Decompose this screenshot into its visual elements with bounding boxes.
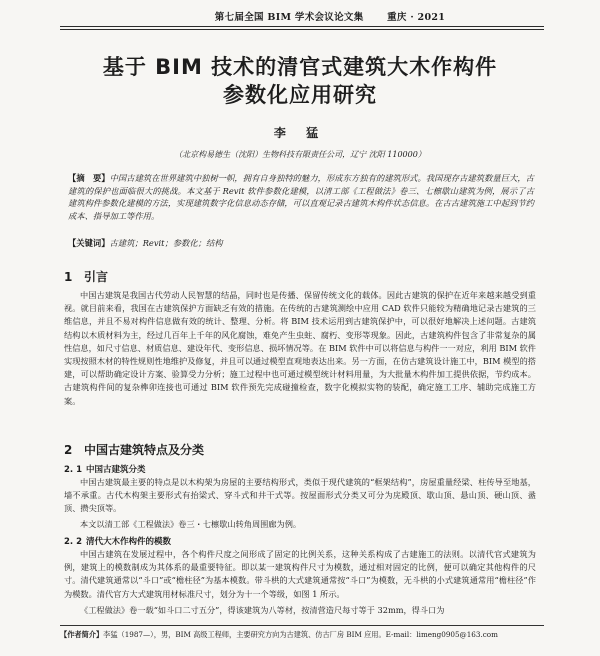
proceedings-title: 第七届全国 BIM 学术会议论文集 bbox=[214, 12, 364, 23]
author-affiliation: （北京构易德生（沈阳）生物科技有限责任公司，辽宁 沈阳 110000） bbox=[174, 150, 426, 159]
paper-title-line-2: 参数化应用研究 bbox=[223, 83, 377, 107]
header-rule-thin bbox=[60, 29, 544, 30]
section-number: 1 bbox=[64, 270, 73, 284]
location-year: 重庆 · 2021 bbox=[387, 12, 446, 23]
section-heading-1 bbox=[64, 268, 108, 285]
subsection-heading-2-1 bbox=[64, 463, 146, 475]
subsection-heading-2-2 bbox=[64, 535, 171, 547]
section-2-1-example: 本文以清工部《工程做法》卷三・七檩歇山转角周围廊为例。 bbox=[80, 519, 302, 529]
running-header bbox=[150, 9, 510, 23]
keywords bbox=[68, 237, 534, 249]
footnote-rule bbox=[60, 625, 544, 626]
section-2-2-paragraph: 中国古建筑在发展过程中，各个构件尺度之间形成了固定的比例关系，这种关系构成了古建施工的法则。以清代官式建筑为例，建筑上的模数制成为其体系的最重要特征。即以某一建筑构件尺寸为模数，通过相对固定的比例，便可以确定其他构件的尺寸。清代建筑通常以“斗口”或“檐柱径”为基本模数。带斗栱的大式建筑通常按“斗口”为模数，无斗栱的小式建筑通常用“檐柱径”作为模数。清代官方大式建筑用材标准尺寸，划分为十一个等级，如图 1 所示。 bbox=[64, 549, 536, 599]
subsection-number: 2. 2 bbox=[64, 537, 83, 547]
abstract-text: 中国古建筑在世界建筑中独树一帜，拥有自身独特的魅力，形成东方独有的建筑形式。我国现存古建筑数量巨大，古建筑的保护也面临很大的挑战。本文基于 Revit 软件参数化建模，以清工部《工程做法》卷三、七檩歇山建筑为例，展示了古建筑构件参数化建模的方法，实现建筑数字化信息动态存储，可以直观记录古建筑木构件状态信息。在古古建筑施工中起到节约成本、指导加工等作用。 bbox=[68, 173, 534, 221]
subsection-title: 中国古建筑分类 bbox=[86, 465, 146, 475]
subsection-title: 清代大木作构件的模数 bbox=[86, 537, 172, 547]
intro-paragraph: 中国古建筑是我国古代劳动人民智慧的结晶，同时也是传播、保留传统文化的载体。因此古建筑的保护在近年来越来越受到重视。就目前来看，我国在古建筑保护方面缺乏有效的措施。在传统的古建筑测绘中应用 CAD 软件只能较为精确地记录古建筑的三维信息，并且不易对构件信息做有效的统计、整理、分析。将 BIM 技术运用到古建筑保护中，可以很好地解决上述问题。古建筑结构以木质材料为主，经过几百年上千年的风化腐蚀，难免产生虫蛀、腐朽、变形等现象。因此，古建筑构件包含了非常复杂的属性信息，如尺寸信息、材质信息、建设年代、变形信息、损坏情况等。在 BIM 软件中可以将信息与构件一一对应，利用 BIM 软件实现按照木材的特性规则性地维护及修复，并且可以通过模型直观地表达出来。另一方面，在仿古建筑设计施工中，BIM 模型的搭建，可以帮助确定设计方案、验算受力分析；施工过程中也可通过模型统计材料用量，为大批量木构件加工提供依据，节约成本。古建筑构件间的复杂榫卯连接也可通过 BIM 软件预先完成碰撞检查，数字化模拟实物的装配，确定施工工序、辅助完成施工方案。 bbox=[64, 290, 536, 406]
footnote-text: 李猛（1987—），男，BIM 高级工程师，主要研究方向为古建筑、仿古厂房 BIM 应用。E-mail：limeng0905@163.com bbox=[103, 630, 498, 639]
section-title: 中国古建筑特点及分类 bbox=[84, 443, 205, 457]
keywords-label: 【关键词】 bbox=[68, 238, 110, 248]
subsection-number: 2. 1 bbox=[64, 465, 83, 475]
author-name: 李 猛 bbox=[273, 126, 327, 140]
abstract bbox=[68, 172, 534, 222]
paper-title-line-1: 基于 BIM 技术的清官式建筑大木作构件 bbox=[102, 55, 498, 79]
author-footnote bbox=[60, 629, 544, 640]
section-2-1-paragraph: 中国古建筑最主要的特点是以木构架为房屋的主要结构形式，类似于现代建筑的“框架结构”，房屋重量经梁、柱传导至地基，墙不承重。古代木构架主要形式有抬梁式、穿斗式和井干式等。按屋面形式分类又可分为庑殿顶、歇山顶、悬山顶、硬山顶、盝顶、攒尖顶等。 bbox=[64, 477, 536, 514]
footnote-label: 【作者简介】 bbox=[60, 630, 104, 639]
section-number: 2 bbox=[64, 443, 73, 457]
abstract-label: 【摘 要】 bbox=[68, 173, 110, 183]
section-heading-2 bbox=[64, 441, 204, 458]
section-2-2-continued: 《工程做法》卷一载“如斗口二寸五分”，得该建筑为八等材，按清营造尺每寸等于 32mm，得斗口为 bbox=[80, 605, 445, 615]
keywords-text: 古建筑；Revit；参数化；结构 bbox=[109, 238, 223, 248]
header-rule-thick bbox=[60, 26, 544, 27]
section-title: 引言 bbox=[84, 270, 109, 284]
